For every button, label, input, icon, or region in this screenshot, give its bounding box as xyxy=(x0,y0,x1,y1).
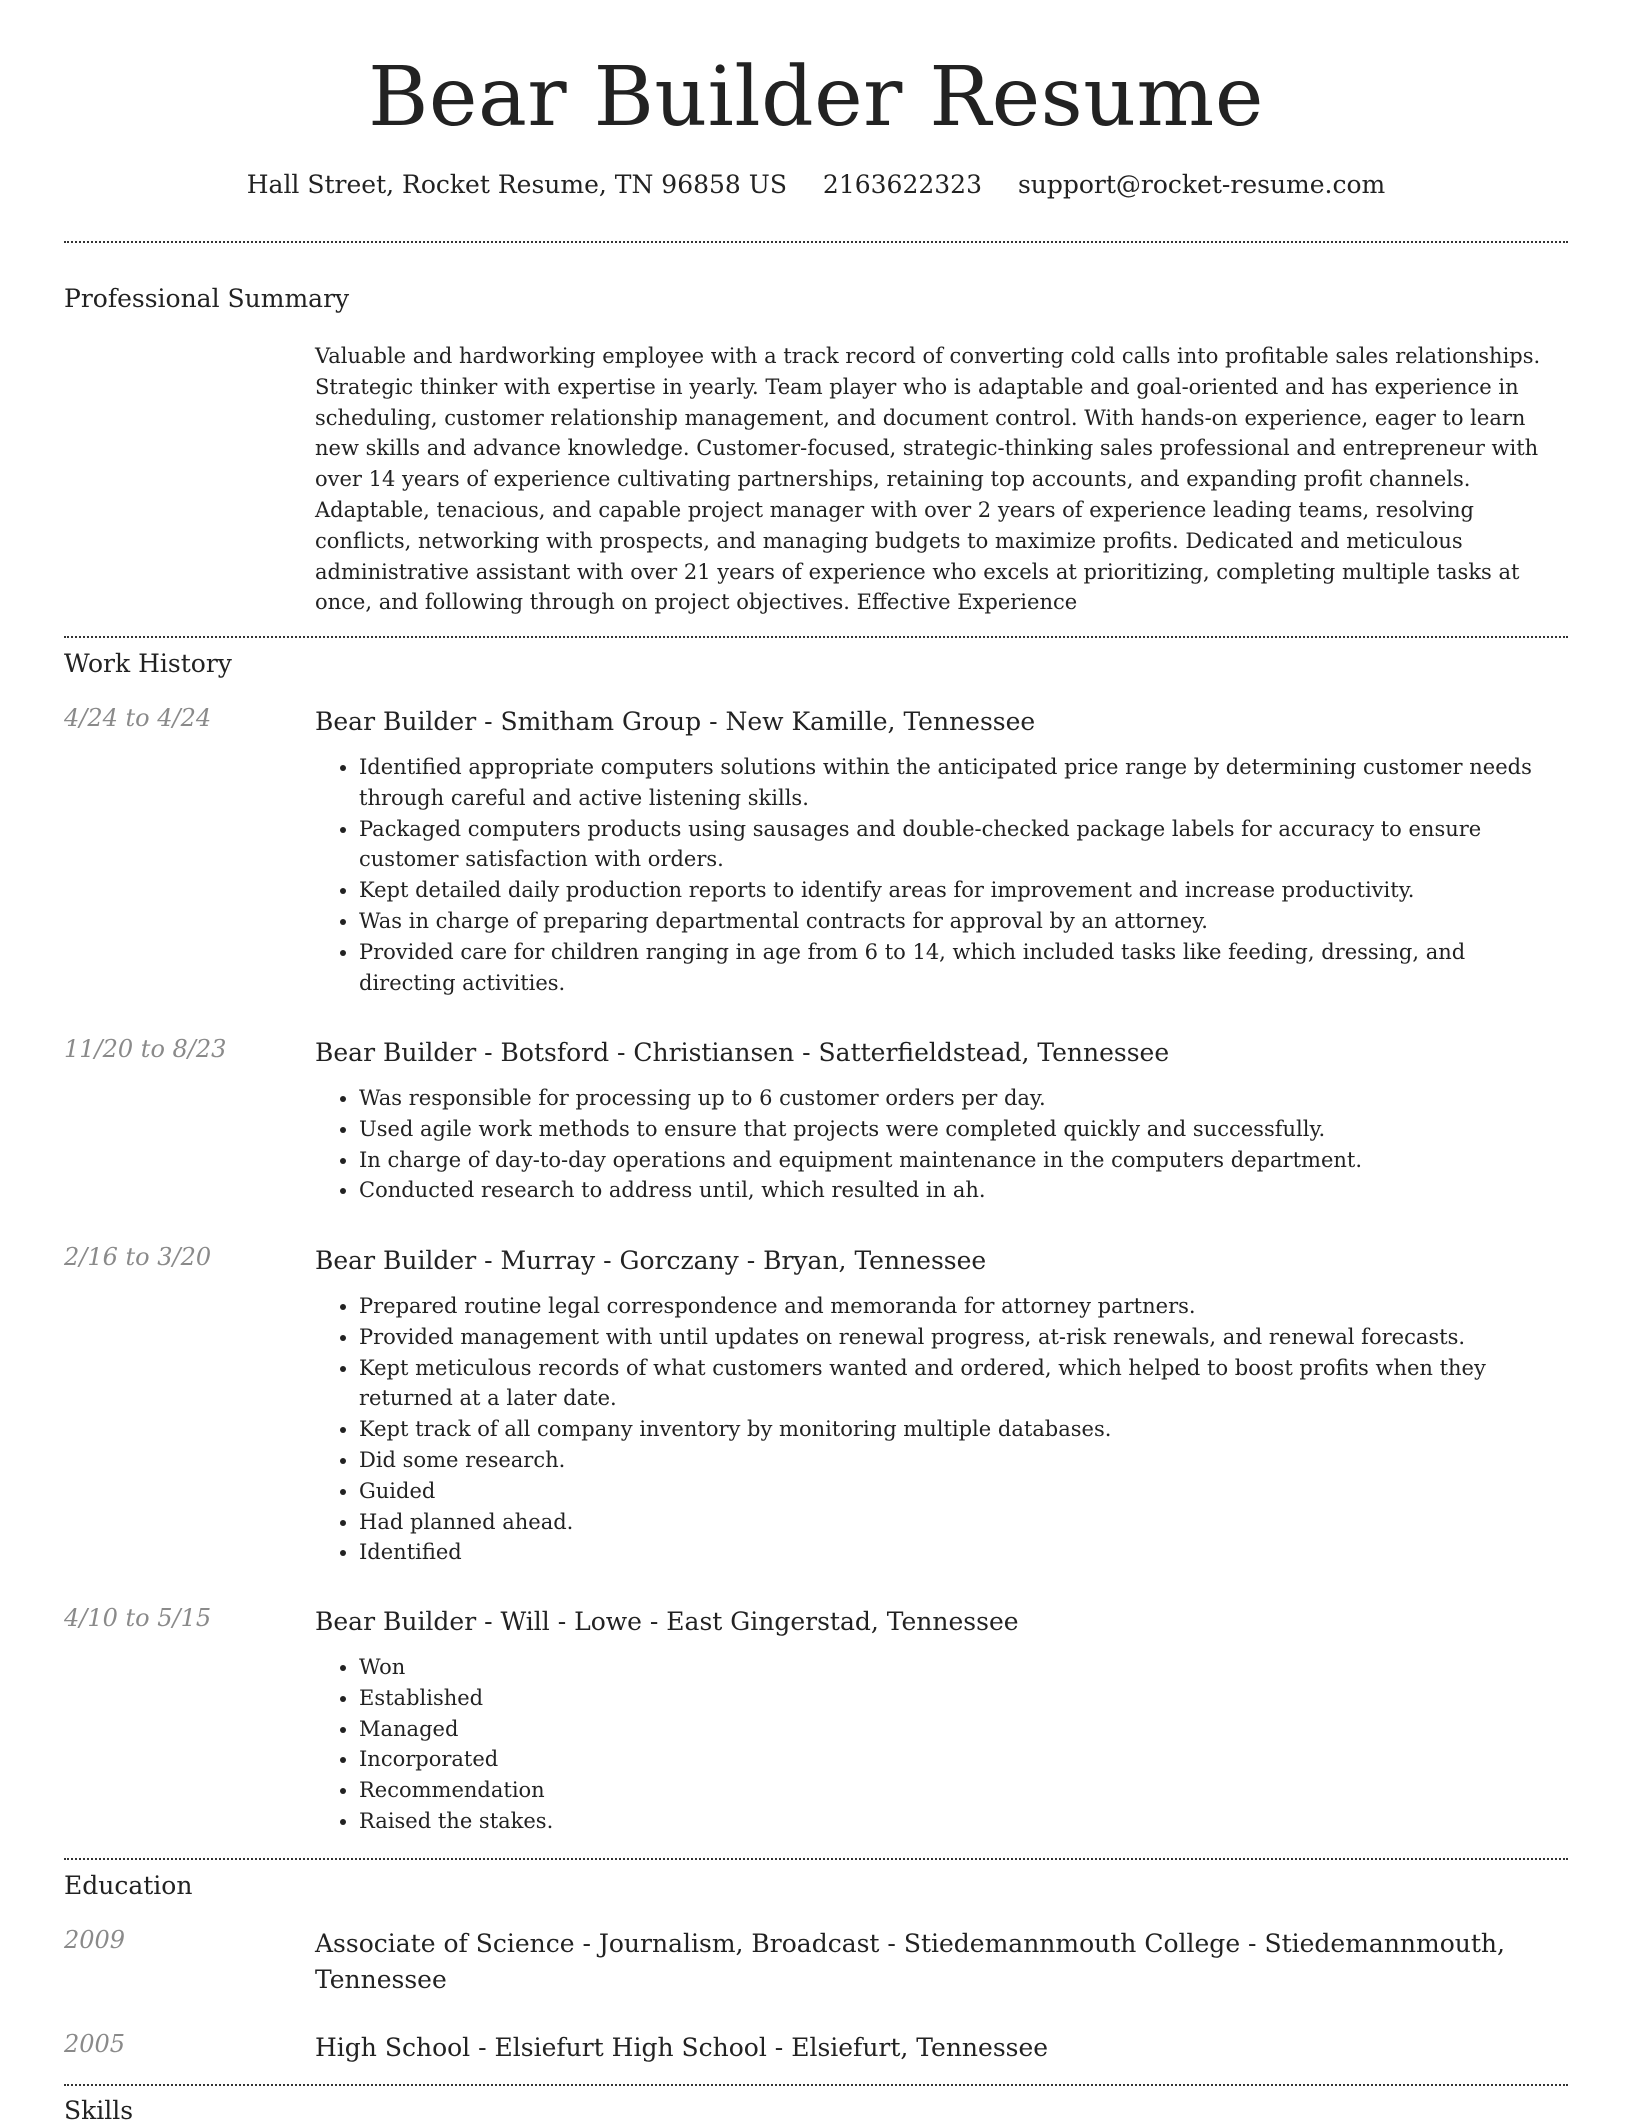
education-year: 2009 xyxy=(64,1926,126,1954)
list-item: • Provided management with until updates on renewal progress, at-risk renewals, and renewal forecasts. xyxy=(359,1322,1568,1353)
education-title: Associate of Science - Journalism, Broadcast - Stiedemannmouth College - Stiedemannmouth, Tennessee xyxy=(315,1929,1505,1994)
divider xyxy=(64,636,1568,638)
job-dates: 4/24 to 4/24 xyxy=(64,704,212,732)
contact-phone: 2163622323 xyxy=(822,170,982,199)
list-item: • Identified appropriate computers solutions within the anticipated price range by determining customer needs through careful and active listening skills. xyxy=(359,752,1568,814)
section-title-skills: Skills xyxy=(64,2096,134,2125)
divider xyxy=(64,2084,1568,2086)
education-year: 2005 xyxy=(64,2030,126,2058)
list-item: • In charge of day-to-day operations and equipment maintenance in the computers department. xyxy=(359,1145,1568,1176)
list-item: • Incorporated xyxy=(359,1744,1568,1775)
list-item: • Prepared routine legal correspondence and memoranda for attorney partners. xyxy=(359,1291,1568,1322)
list-item: • Was in charge of preparing departmental contracts for approval by an attorney. xyxy=(359,906,1568,937)
list-item: • Kept detailed daily production reports to identify areas for improvement and increase productivity. xyxy=(359,875,1568,906)
list-item: • Was responsible for processing up to 6 customer orders per day. xyxy=(359,1083,1568,1114)
section-title-work-history: Work History xyxy=(64,649,232,678)
job-dates: 2/16 to 3/20 xyxy=(64,1243,212,1271)
list-item: • Packaged computers products using sausages and double-checked package labels for accuracy to ensure customer satisfaction with orders. xyxy=(359,814,1568,876)
summary-text: Valuable and hardworking employee with a track record of converting cold calls into profitable sales relationships. Strategic thinker with expertise in yearly. Team player who is adaptable and goal-oriented and has experience in scheduling, customer relationship management, and document control. With hands-on experience, eager to learn new skills and advance knowledge. Customer-focused, strategic-thinking sales professional and entrepreneur with over 14 years of experience cultivating partnerships, retaining top accounts, and expanding profit channels. Adaptable, tenacious, and capable project manager with over 2 years of experience leading teams, resolving conflicts, networking with prospects, and managing budgets to maximize profits. Dedicated and meticulous administrative assistant with over 21 years of experience who excels at prioritizing, completing multiple tasks at once, and following through on project objectives. Effective Experience xyxy=(315,344,1541,615)
job-bullets xyxy=(315,1083,1568,1206)
divider xyxy=(64,1858,1568,1860)
list-item: • Managed xyxy=(359,1714,1568,1745)
education-title: High School - Elsiefurt High School - Elsiefurt, Tennessee xyxy=(315,2033,1049,2062)
list-item: • Kept track of all company inventory by monitoring multiple databases. xyxy=(359,1414,1568,1445)
job-bullets xyxy=(315,752,1568,998)
list-item: • Guided xyxy=(359,1476,1568,1507)
job-title: Bear Builder - Will - Lowe - East Gingerstad, Tennessee xyxy=(315,1607,1019,1636)
list-item: • Raised the stakes. xyxy=(359,1806,1568,1837)
contact-email: support@rocket-resume.com xyxy=(1017,170,1386,199)
job-dates: 4/10 to 5/15 xyxy=(64,1604,212,1632)
job-title: Bear Builder - Botsford - Christiansen - Satterfieldstead, Tennessee xyxy=(315,1038,1170,1067)
list-item: • Conducted research to address until, which resulted in ah. xyxy=(359,1175,1568,1206)
list-item: • Established xyxy=(359,1683,1568,1714)
list-item: • Provided care for children ranging in age from 6 to 14, which included tasks like feeding, dressing, and directing activities. xyxy=(359,937,1568,999)
section-title-education: Education xyxy=(64,1871,193,1900)
job-bullets xyxy=(315,1291,1568,1568)
divider xyxy=(64,241,1568,243)
job-dates: 11/20 to 8/23 xyxy=(64,1035,227,1063)
resume-name: Bear Builder Resume xyxy=(368,50,1264,145)
job-title: Bear Builder - Murray - Gorczany - Bryan, Tennessee xyxy=(315,1246,987,1275)
job-bullets xyxy=(315,1652,1568,1837)
section-title-summary: Professional Summary xyxy=(64,284,350,313)
list-item: • Identified xyxy=(359,1537,1568,1568)
job-title: Bear Builder - Smitham Group - New Kamille, Tennessee xyxy=(315,707,1036,736)
list-item: • Won xyxy=(359,1652,1568,1683)
list-item: • Did some research. xyxy=(359,1445,1568,1476)
list-item: • Recommendation xyxy=(359,1775,1568,1806)
contact-line xyxy=(0,170,1632,199)
list-item: • Had planned ahead. xyxy=(359,1507,1568,1538)
list-item: • Kept meticulous records of what customers wanted and ordered, which helped to boost profits when they returned at a later date. xyxy=(359,1353,1568,1415)
contact-address: Hall Street, Rocket Resume, TN 96858 US xyxy=(246,170,787,199)
list-item: • Used agile work methods to ensure that projects were completed quickly and successfully. xyxy=(359,1114,1568,1145)
